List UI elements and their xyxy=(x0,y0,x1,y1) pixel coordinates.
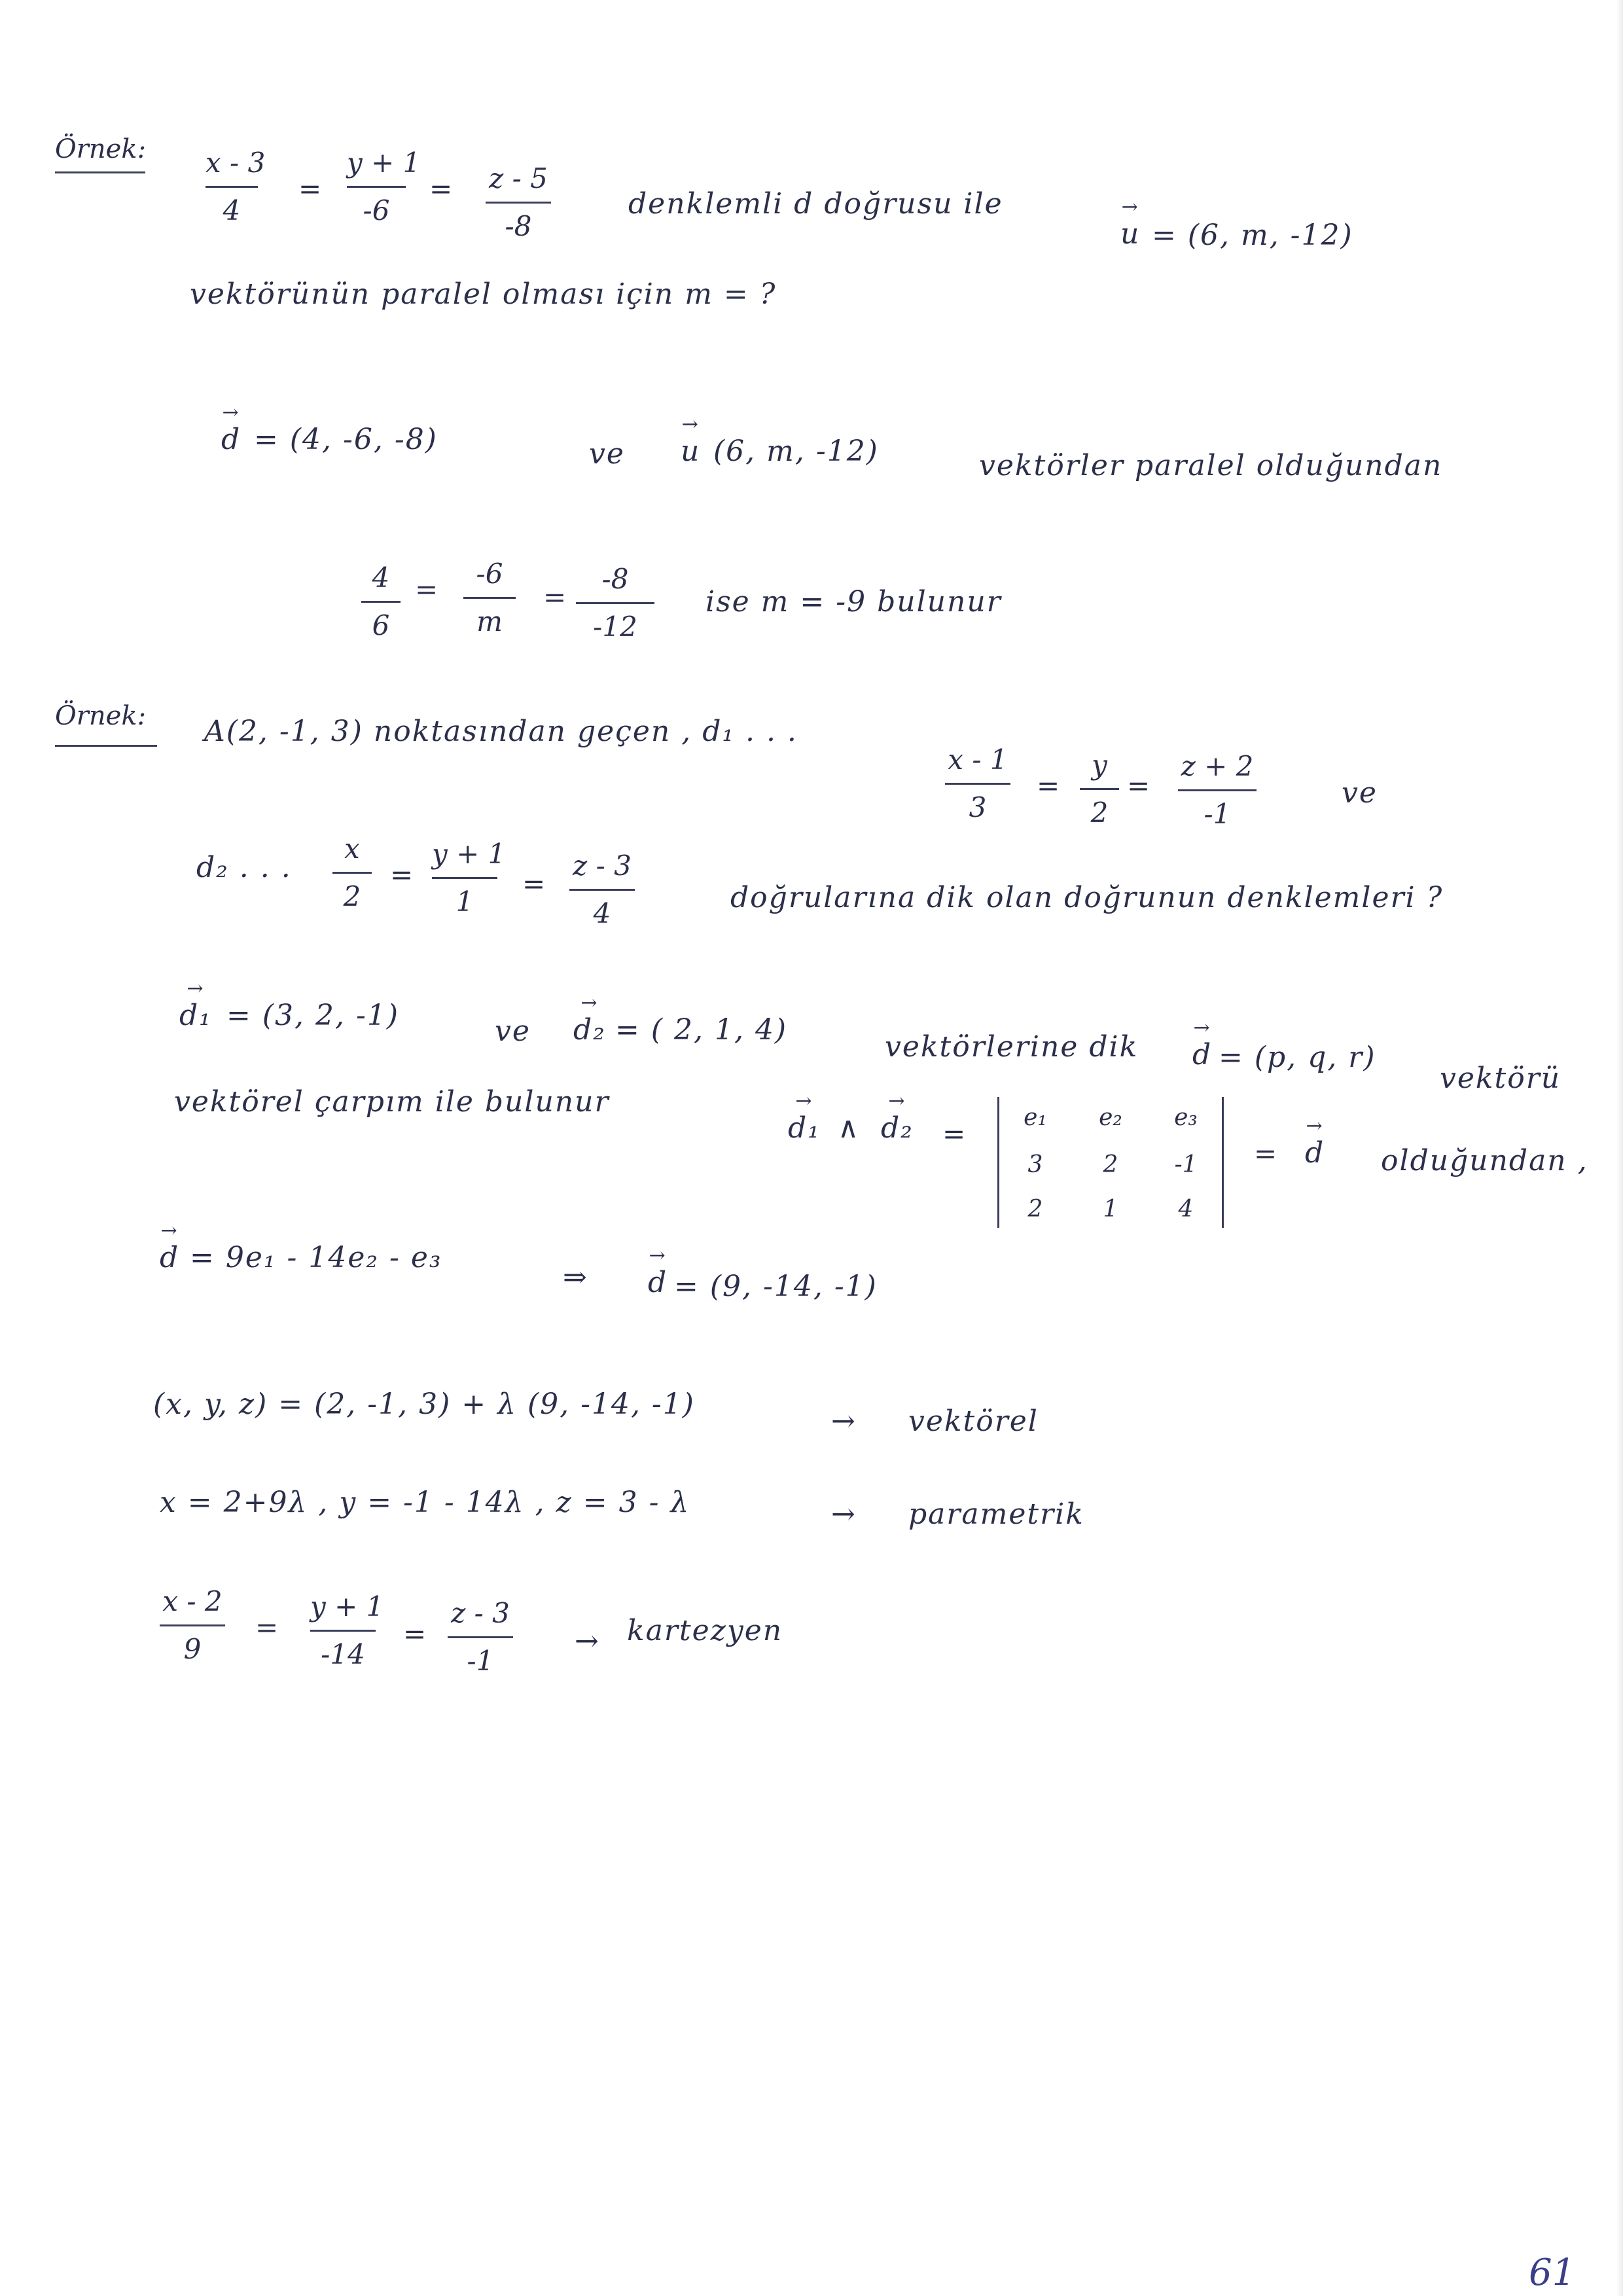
fraction-numerator: z - 5 xyxy=(489,162,548,194)
d-result2-value: = (9, -14, -1) xyxy=(674,1270,878,1303)
d1-fraction-z xyxy=(1178,750,1257,830)
d-result-vector xyxy=(160,1241,180,1274)
parametric-equation-label: parametrik xyxy=(908,1498,1084,1531)
fraction-denominator: -1 xyxy=(467,1645,494,1677)
arrow: → xyxy=(831,1405,857,1438)
d1-fraction-y xyxy=(1080,751,1119,827)
det-r3c1: 2 xyxy=(1027,1196,1043,1223)
fraction-denominator: 3 xyxy=(969,791,987,823)
arrow: → xyxy=(575,1624,600,1658)
det-r2c3: -1 xyxy=(1174,1151,1198,1178)
implies-arrow: ⇒ xyxy=(563,1261,588,1294)
fraction-denominator: -6 xyxy=(363,194,390,226)
d-result2-vector xyxy=(648,1268,668,1297)
cross-lhs-d1 xyxy=(788,1111,821,1145)
fraction-denominator: 9 xyxy=(183,1633,202,1665)
fraction-bar xyxy=(569,889,635,891)
det-r3c2: 1 xyxy=(1103,1196,1118,1223)
cartesian-fraction-y xyxy=(310,1590,384,1670)
fraction-bar xyxy=(361,601,401,603)
d-vector-value: = (p, q, r) xyxy=(1219,1041,1376,1074)
u-vector-2 xyxy=(681,437,700,466)
fraction-numerator: z - 3 xyxy=(573,850,632,882)
arrow: → xyxy=(831,1498,857,1531)
d2-vector-value: = ( 2, 1, 4) xyxy=(615,1013,788,1047)
fraction-denominator: 2 xyxy=(1090,797,1109,829)
fraction-bar xyxy=(576,602,654,604)
cross-product-text: vektörel çarpım ile bulunur xyxy=(174,1085,610,1119)
example1-fraction-z xyxy=(486,162,551,242)
d2-vector xyxy=(573,1013,606,1047)
d2-fraction-x xyxy=(332,835,372,910)
and-word: ve xyxy=(589,437,625,471)
and-word: ve xyxy=(1342,776,1378,810)
d-vector xyxy=(1192,1038,1213,1071)
d1-vector xyxy=(179,1001,212,1030)
u-vector-value-2: (6, m, -12) xyxy=(713,435,879,468)
fraction-bar xyxy=(463,597,516,599)
fraction-numerator: z + 2 xyxy=(1181,750,1254,782)
example1-text-line2: vektörünün paralel olması için m = ? xyxy=(190,278,777,311)
ratio-4-6 xyxy=(361,564,401,639)
fraction-bar xyxy=(347,186,406,188)
fraction-denominator: 4 xyxy=(593,897,611,929)
d-vector-symbol: → d xyxy=(648,1268,668,1297)
cartesian-equation-label: kartezyen xyxy=(627,1614,783,1647)
equals-sign: = xyxy=(415,573,438,605)
det-r2c1: 3 xyxy=(1027,1151,1043,1178)
fraction-bar xyxy=(332,872,372,874)
example2-line2-text: doğrularına dik olan doğrunun denklemleri ? xyxy=(730,881,1444,914)
d1-vector-symbol: → d₁ xyxy=(788,1114,821,1143)
fraction-numerator: x - 1 xyxy=(948,744,1008,776)
example2-line1-text: A(2, -1, 3) noktasından geçen , d₁ . . . xyxy=(204,715,798,748)
and-word: ve xyxy=(495,1014,531,1048)
example2-label-underline xyxy=(55,745,157,747)
fraction-bar xyxy=(945,783,1010,785)
d2-vector-symbol: → d₂ xyxy=(881,1114,914,1143)
equals-sign: = xyxy=(543,581,567,613)
d2-fraction-y xyxy=(432,838,506,918)
d-vector-symbol: → d xyxy=(221,425,241,454)
fraction-numerator: x - 3 xyxy=(205,147,266,179)
d-vector-symbol: → d xyxy=(160,1244,179,1272)
fraction-bar xyxy=(1080,788,1119,790)
page-number: 61 xyxy=(1529,2251,1576,2294)
d-vector-symbol: → d xyxy=(1192,1041,1212,1069)
example1-fraction-y xyxy=(347,147,421,226)
d-vector xyxy=(221,425,241,454)
equals-sign: = xyxy=(403,1618,427,1650)
cartesian-fraction-z xyxy=(448,1597,513,1677)
d2-vector-symbol: → d₂ xyxy=(573,1016,606,1045)
fraction-denominator: 2 xyxy=(343,880,361,912)
equals-sign: = xyxy=(1037,770,1060,802)
d1-vector-symbol: → d₁ xyxy=(179,1001,212,1030)
perpendicular-text: vektörlerine dik xyxy=(885,1030,1139,1064)
d2-fraction-z xyxy=(569,852,635,927)
determinant-matrix xyxy=(997,1097,1224,1228)
fraction-denominator: 1 xyxy=(455,886,474,918)
fraction-numerator: y xyxy=(1092,749,1107,781)
det-r3c3: 4 xyxy=(1178,1196,1194,1223)
d1-vector-value: = (3, 2, -1) xyxy=(226,999,399,1032)
fraction-bar xyxy=(160,1624,225,1626)
fraction-bar xyxy=(448,1636,513,1638)
equals-sign: = xyxy=(429,173,453,205)
fraction-denominator: 6 xyxy=(372,609,390,641)
fraction-numerator: y + 1 xyxy=(432,838,506,870)
d2-label: d₂ . . . xyxy=(196,851,292,884)
fraction-bar xyxy=(432,877,497,879)
det-rhs-d xyxy=(1305,1136,1325,1170)
det-r1c3: e₃ xyxy=(1174,1104,1198,1131)
equals-sign: = xyxy=(1127,770,1150,802)
fraction-denominator: -1 xyxy=(1204,798,1231,830)
equals-sign: = xyxy=(1254,1138,1277,1170)
vectors-parallel-text: vektörler paralel olduğundan xyxy=(979,449,1443,482)
since-text: olduğundan , xyxy=(1381,1144,1588,1177)
fraction-denominator: 4 xyxy=(223,194,241,226)
d1-fraction-x xyxy=(945,746,1010,821)
parametric-equation: x = 2+9λ , y = -1 - 14λ , z = 3 - λ xyxy=(160,1486,690,1519)
example2-label: Örnek: xyxy=(55,701,147,731)
cartesian-fraction-x xyxy=(160,1585,225,1665)
fraction-bar xyxy=(486,202,551,204)
ratio-neg8-neg12 xyxy=(576,565,654,641)
fraction-numerator: z - 3 xyxy=(451,1597,510,1629)
fraction-denominator: m xyxy=(476,605,503,637)
example1-label: Örnek: xyxy=(55,134,147,164)
fraction-numerator: 4 xyxy=(372,562,390,594)
equals-sign: = xyxy=(942,1118,966,1150)
cross-lhs-d2 xyxy=(881,1111,914,1145)
d-vector-symbol: → d xyxy=(1305,1139,1325,1168)
fraction-denominator: -8 xyxy=(505,210,532,242)
equals-sign: = xyxy=(390,859,414,891)
equals-sign: = xyxy=(522,868,546,900)
fraction-denominator: -14 xyxy=(321,1638,365,1670)
vector-equation: (x, y, z) = (2, -1, 3) + λ (9, -14, -1) xyxy=(153,1388,695,1421)
equals-sign: = xyxy=(255,1611,279,1643)
u-vector-symbol: → u xyxy=(1120,220,1140,249)
u-vector xyxy=(1120,217,1141,251)
fraction-denominator: -12 xyxy=(593,611,637,643)
fraction-numerator: y + 1 xyxy=(310,1590,384,1623)
d-vector-value: = (4, -6, -8) xyxy=(254,423,438,456)
d-result-expression: = 9e₁ - 14e₂ - e₃ xyxy=(190,1241,442,1274)
fraction-numerator: x - 2 xyxy=(162,1585,223,1617)
equals-sign: = xyxy=(298,173,322,205)
det-r2c2: 2 xyxy=(1103,1151,1118,1178)
example1-result: ise m = -9 bulunur xyxy=(705,585,1002,619)
det-r1c1: e₁ xyxy=(1024,1104,1047,1131)
fraction-numerator: -6 xyxy=(476,558,503,590)
fraction-bar xyxy=(205,186,258,188)
fraction-bar xyxy=(1178,789,1257,791)
fraction-bar xyxy=(310,1630,376,1632)
det-r1c2: e₂ xyxy=(1099,1104,1122,1131)
example1-text-line1: denklemli d doğrusu ile xyxy=(628,187,1003,221)
u-vector-symbol: → u xyxy=(681,437,700,466)
vector-equation-label: vektörel xyxy=(908,1405,1039,1438)
page-edge xyxy=(1616,0,1623,2296)
example1-fraction-x xyxy=(205,147,266,226)
vector-word: vektörü xyxy=(1440,1062,1561,1095)
u-vector-value: = (6, m, -12) xyxy=(1152,219,1353,252)
fraction-numerator: y + 1 xyxy=(347,147,421,179)
cross-operator: ∧ xyxy=(838,1111,861,1145)
ratio-neg6-m xyxy=(463,560,516,636)
example1-label-underline xyxy=(55,171,145,173)
fraction-numerator: x xyxy=(344,833,360,865)
fraction-numerator: -8 xyxy=(601,563,629,595)
